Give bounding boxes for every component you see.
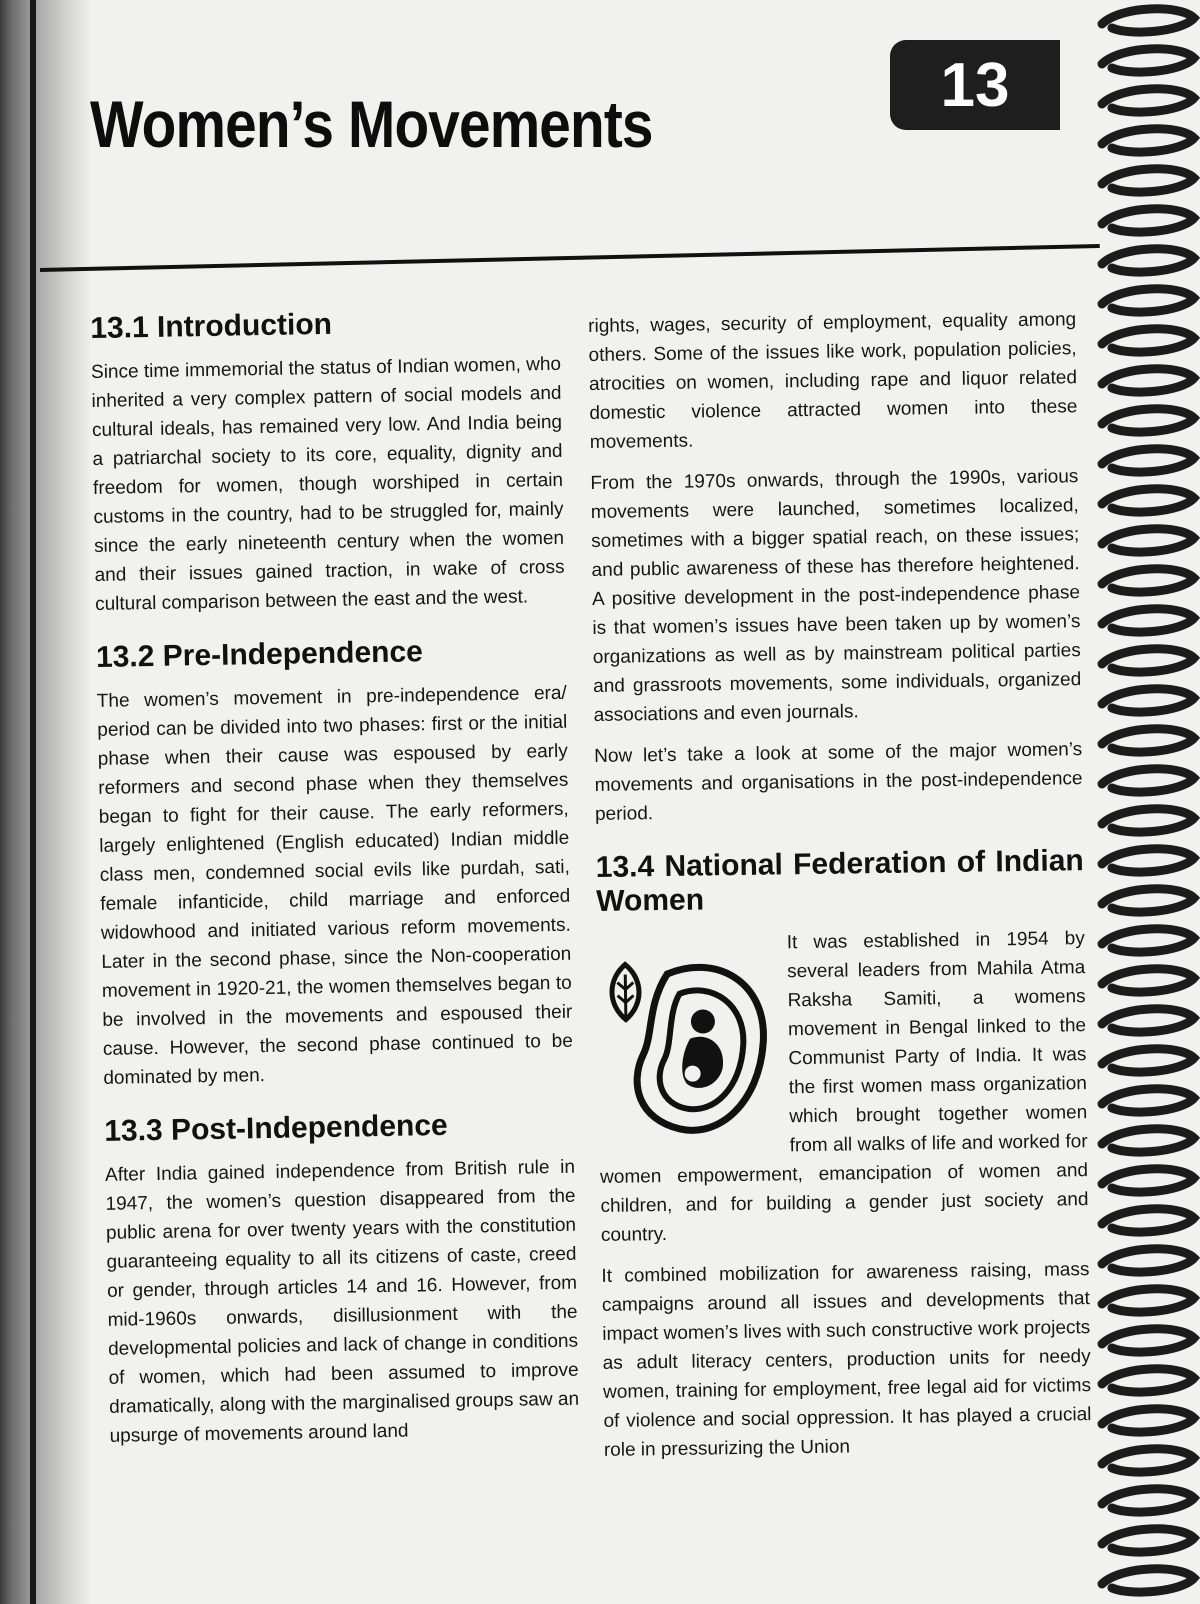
spiral-coil	[1102, 649, 1194, 672]
spiral-coil	[1102, 769, 1194, 792]
right-column	[588, 305, 1092, 1477]
title-rule	[40, 244, 1100, 272]
spiral-coil	[1102, 1529, 1194, 1552]
spiral-coil	[1102, 849, 1194, 872]
spiral-coil	[1102, 529, 1194, 552]
introduction-paragraph: Since time immemorial the status of Indian women, who inherited a very complex pattern of social models and cultural ideals, has remained very low. And India being a patriarchal society to its core, equality, dignity and freedom for women, though worshiped in certain customs in the country, had to be struggled for, mainly since the early nineteenth century when the women and their issues gained traction, in wake of cross cultural comparison between the east and the west.	[90, 353, 565, 615]
spiral-coil	[1102, 129, 1194, 152]
section-heading-introduction: 13.1 Introduction	[90, 307, 333, 345]
spiral-coil	[1102, 1409, 1194, 1432]
spiral-coil	[1102, 449, 1194, 472]
paragraph-major-movements: Now let’s take a look at some of the major women’s movements and organisations in the post-independence period.	[594, 739, 1083, 825]
binding-edge	[30, 0, 36, 1604]
spiral-coil	[1102, 1449, 1194, 1472]
spiral-coil	[1102, 329, 1194, 352]
section-heading-post-independence: 13.3 Post-Independence	[104, 1108, 448, 1148]
spiral-coil	[1102, 1569, 1194, 1592]
spiral-coil	[1102, 1169, 1194, 1192]
spiral-coil	[1102, 1009, 1194, 1032]
spiral-coil	[1102, 929, 1194, 952]
spiral-coil	[1102, 969, 1194, 992]
spiral-coil	[1102, 209, 1194, 232]
chapter-number-badge: 13	[890, 40, 1060, 130]
binding-gutter-shadow	[0, 0, 92, 1604]
spiral-coil	[1102, 1489, 1194, 1512]
left-column	[90, 304, 580, 1463]
spiral-coil	[1102, 289, 1194, 312]
spiral-coil	[1102, 1369, 1194, 1392]
spiral-coil	[1102, 249, 1194, 272]
spiral-coil	[1102, 89, 1194, 112]
spiral-coil	[1102, 1089, 1194, 1112]
paragraph-1970s: From the 1970s onwards, through the 1990s, various movements were launched, sometimes localized, sometimes with a bigger spatial reach, on these issues; and public awareness of these has therefore heightened. A positive development in the post-independence phase is that women’s issues have been taken up by women’s organizations as well as by mainstream political parties and grassroots movements, some individuals, organized associations and even journals.	[590, 466, 1082, 726]
nfiw-logo	[597, 932, 780, 1144]
section-heading-pre-independence: 13.2 Pre-Independence	[95, 635, 424, 674]
spiral-coil	[1102, 9, 1194, 32]
spiral-coil	[1102, 1289, 1194, 1312]
post-independence-paragraph: After India gained independence from British rule in 1947, the women’s question disappeared from the public arena for over twenty years with the constitution guaranteeing equality to all its citizens of caste, creed or gender, through articles 14 and 16. However, from mid-1960s onwards, disillusionment with the developmental policies and lack of change in conditions of women, which had been assumed to improve dramatically, along with the marginalised groups saw an upsurge of movements around land	[104, 1156, 580, 1447]
spiral-coil	[1102, 409, 1194, 432]
spiral-coil	[1102, 489, 1194, 512]
nfiw-logo-graphic	[597, 932, 780, 1144]
pre-independence-paragraph: The women’s movement in pre-independence era/ period can be divided into two phases: first or the initial phase when their cause was espoused by early reformers and second phase when they themselves began to fight for their cause. The early reformers, largely enlightened (English educated) Indian middle class men, condemned social evils like purdah, sati, female infanticide, child marriage and enforced widowhood and initiated various reform movements. Later in the second phase, since the Non-cooperation movement in 1920-21, the women themselves began to be involved in the movements and espoused their cause. However, the second phase continued to be dominated by men.	[96, 682, 573, 1089]
spiral-coil	[1102, 569, 1194, 592]
spiral-binding	[1090, 0, 1200, 1604]
spiral-coil	[1102, 1209, 1194, 1232]
continued-paragraph: rights, wages, security of employment, equality among others. Some of the issues like work, population policies, atrocities on women, including rape and liquor related domestic violence attracted women into these movements.	[588, 309, 1078, 453]
spiral-coil	[1102, 1249, 1194, 1272]
spiral-coil	[1102, 689, 1194, 712]
mobilization-paragraph: It combined mobilization for awareness raising, mass campaigns around all issues and developments that impact women’s lives with such constructive work projects as adult literacy centers, production units for needy women, training for employment, free legal aid for victims of violence and social oppression. It has played a crucial role in pressurizing the Union	[601, 1259, 1092, 1461]
spiral-coil	[1102, 1329, 1194, 1352]
spiral-coil	[1102, 889, 1194, 912]
spiral-coil	[1102, 369, 1194, 392]
page-title: Women’s Movements	[90, 87, 653, 161]
spiral-coil	[1102, 1049, 1194, 1072]
spiral-coil	[1102, 1129, 1194, 1152]
nfiw-paragraph: It was established in 1954 by several leaders from Mahila Atma Raksha Samiti, a womens movement in Bengal linked to the Communist Party of India. It was the first women mass organization which brought together women from all walks of life and worked for women empowerment, emancipation of women and children, and for building a gender just society and country.	[599, 928, 1089, 1246]
spiral-coil	[1102, 49, 1194, 72]
spiral-coil	[1102, 169, 1194, 192]
spiral-coil	[1102, 609, 1194, 632]
spiral-coil	[1102, 809, 1194, 832]
spiral-coil	[1102, 729, 1194, 752]
section-heading-nfiw: 13.4 National Federation of Indian Women	[595, 844, 1084, 918]
